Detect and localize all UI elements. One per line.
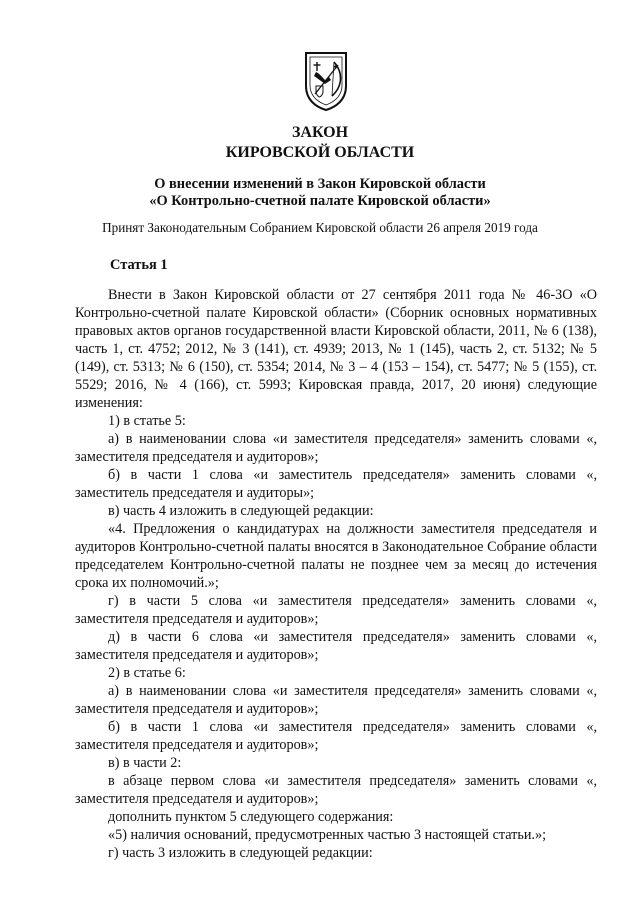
coat-of-arms-icon bbox=[303, 50, 349, 112]
paragraph: в) в части 2: bbox=[108, 755, 182, 771]
adoption-note: Принят Законодательным Собранием Кировской области 26 апреля 2019 года bbox=[102, 220, 538, 235]
paragraph: 2) в статье 6: bbox=[108, 665, 186, 681]
issuing-region-title: КИРОВСКОЙ ОБЛАСТИ bbox=[225, 144, 415, 161]
paragraph: а) в наименовании слова «и заместителя председателя» заменить словами «, заместителя председателя и аудиторов»; bbox=[75, 431, 597, 465]
document-type-title: ЗАКОН bbox=[291, 124, 349, 141]
paragraph: «4. Предложения о кандидатурах на должности заместителя председателя и аудиторов Контрольно-счетной палаты вносятся в Законодательное Собрание области председателем Контрольно-счетной палаты не позднее чем за месяц до истечения срока их полномочий.»; bbox=[75, 521, 597, 591]
paragraph: Внести в Закон Кировской области от 27 сентября 2011 года № 46-ЗО «О Контрольно-счетной палате Кировской области» (Сборник основных нормативных правовых актов органов государственной власти Кировской области, 2011, № 6 (138), часть 1, ст. 4752; 2012, № 3 (141), ст. 4939; 2013, № 1 (145), часть 2, ст. 5132; № 5 (149), ст. 5313; № 6 (150), ст. 5354; 2014, № 3 – 4 (153 – 154), ст. 5477; № 5 (155), ст. 5529; 2016, № 4 (166), ст. 5993; Кировская правда, 2017, 20 июня) следующие изменения: bbox=[75, 287, 597, 411]
paragraph: 1) в статье 5: bbox=[108, 413, 186, 429]
law-subject-line-2: «О Контрольно-счетной палате Кировской области» bbox=[149, 193, 491, 209]
paragraph: а) в наименовании слова «и заместителя председателя» заменить словами «, заместителя председателя и аудиторов»; bbox=[75, 683, 597, 717]
article-body bbox=[75, 286, 597, 862]
paragraph: г) часть 3 изложить в следующей редакции: bbox=[108, 845, 373, 861]
paragraph: г) в части 5 слова «и заместителя председателя» заменить словами «, заместителя председателя и аудиторов»; bbox=[75, 593, 597, 627]
paragraph: в) часть 4 изложить в следующей редакции: bbox=[108, 503, 374, 519]
paragraph: дополнить пунктом 5 следующего содержания: bbox=[108, 809, 394, 825]
paragraph: б) в части 1 слова «и заместитель председателя» заменить словами «, заместитель председателя и аудиторы»; bbox=[75, 467, 597, 501]
article-heading: Статья 1 bbox=[110, 257, 168, 273]
paragraph: «5) наличия оснований, предусмотренных частью 3 настоящей статьи.»; bbox=[108, 827, 547, 843]
law-subject-line-1: О внесении изменений в Закон Кировской области bbox=[154, 176, 486, 192]
paragraph: д) в части 6 слова «и заместителя председателя» заменить словами «, заместителя председателя и аудиторов»; bbox=[75, 629, 597, 663]
paragraph: в абзаце первом слова «и заместителя председателя» заменить словами «, заместителя председателя и аудиторов»; bbox=[75, 773, 597, 807]
paragraph: б) в части 1 слова «и заместителя председателя» заменить словами «, заместителя председателя и аудиторов»; bbox=[75, 719, 597, 753]
